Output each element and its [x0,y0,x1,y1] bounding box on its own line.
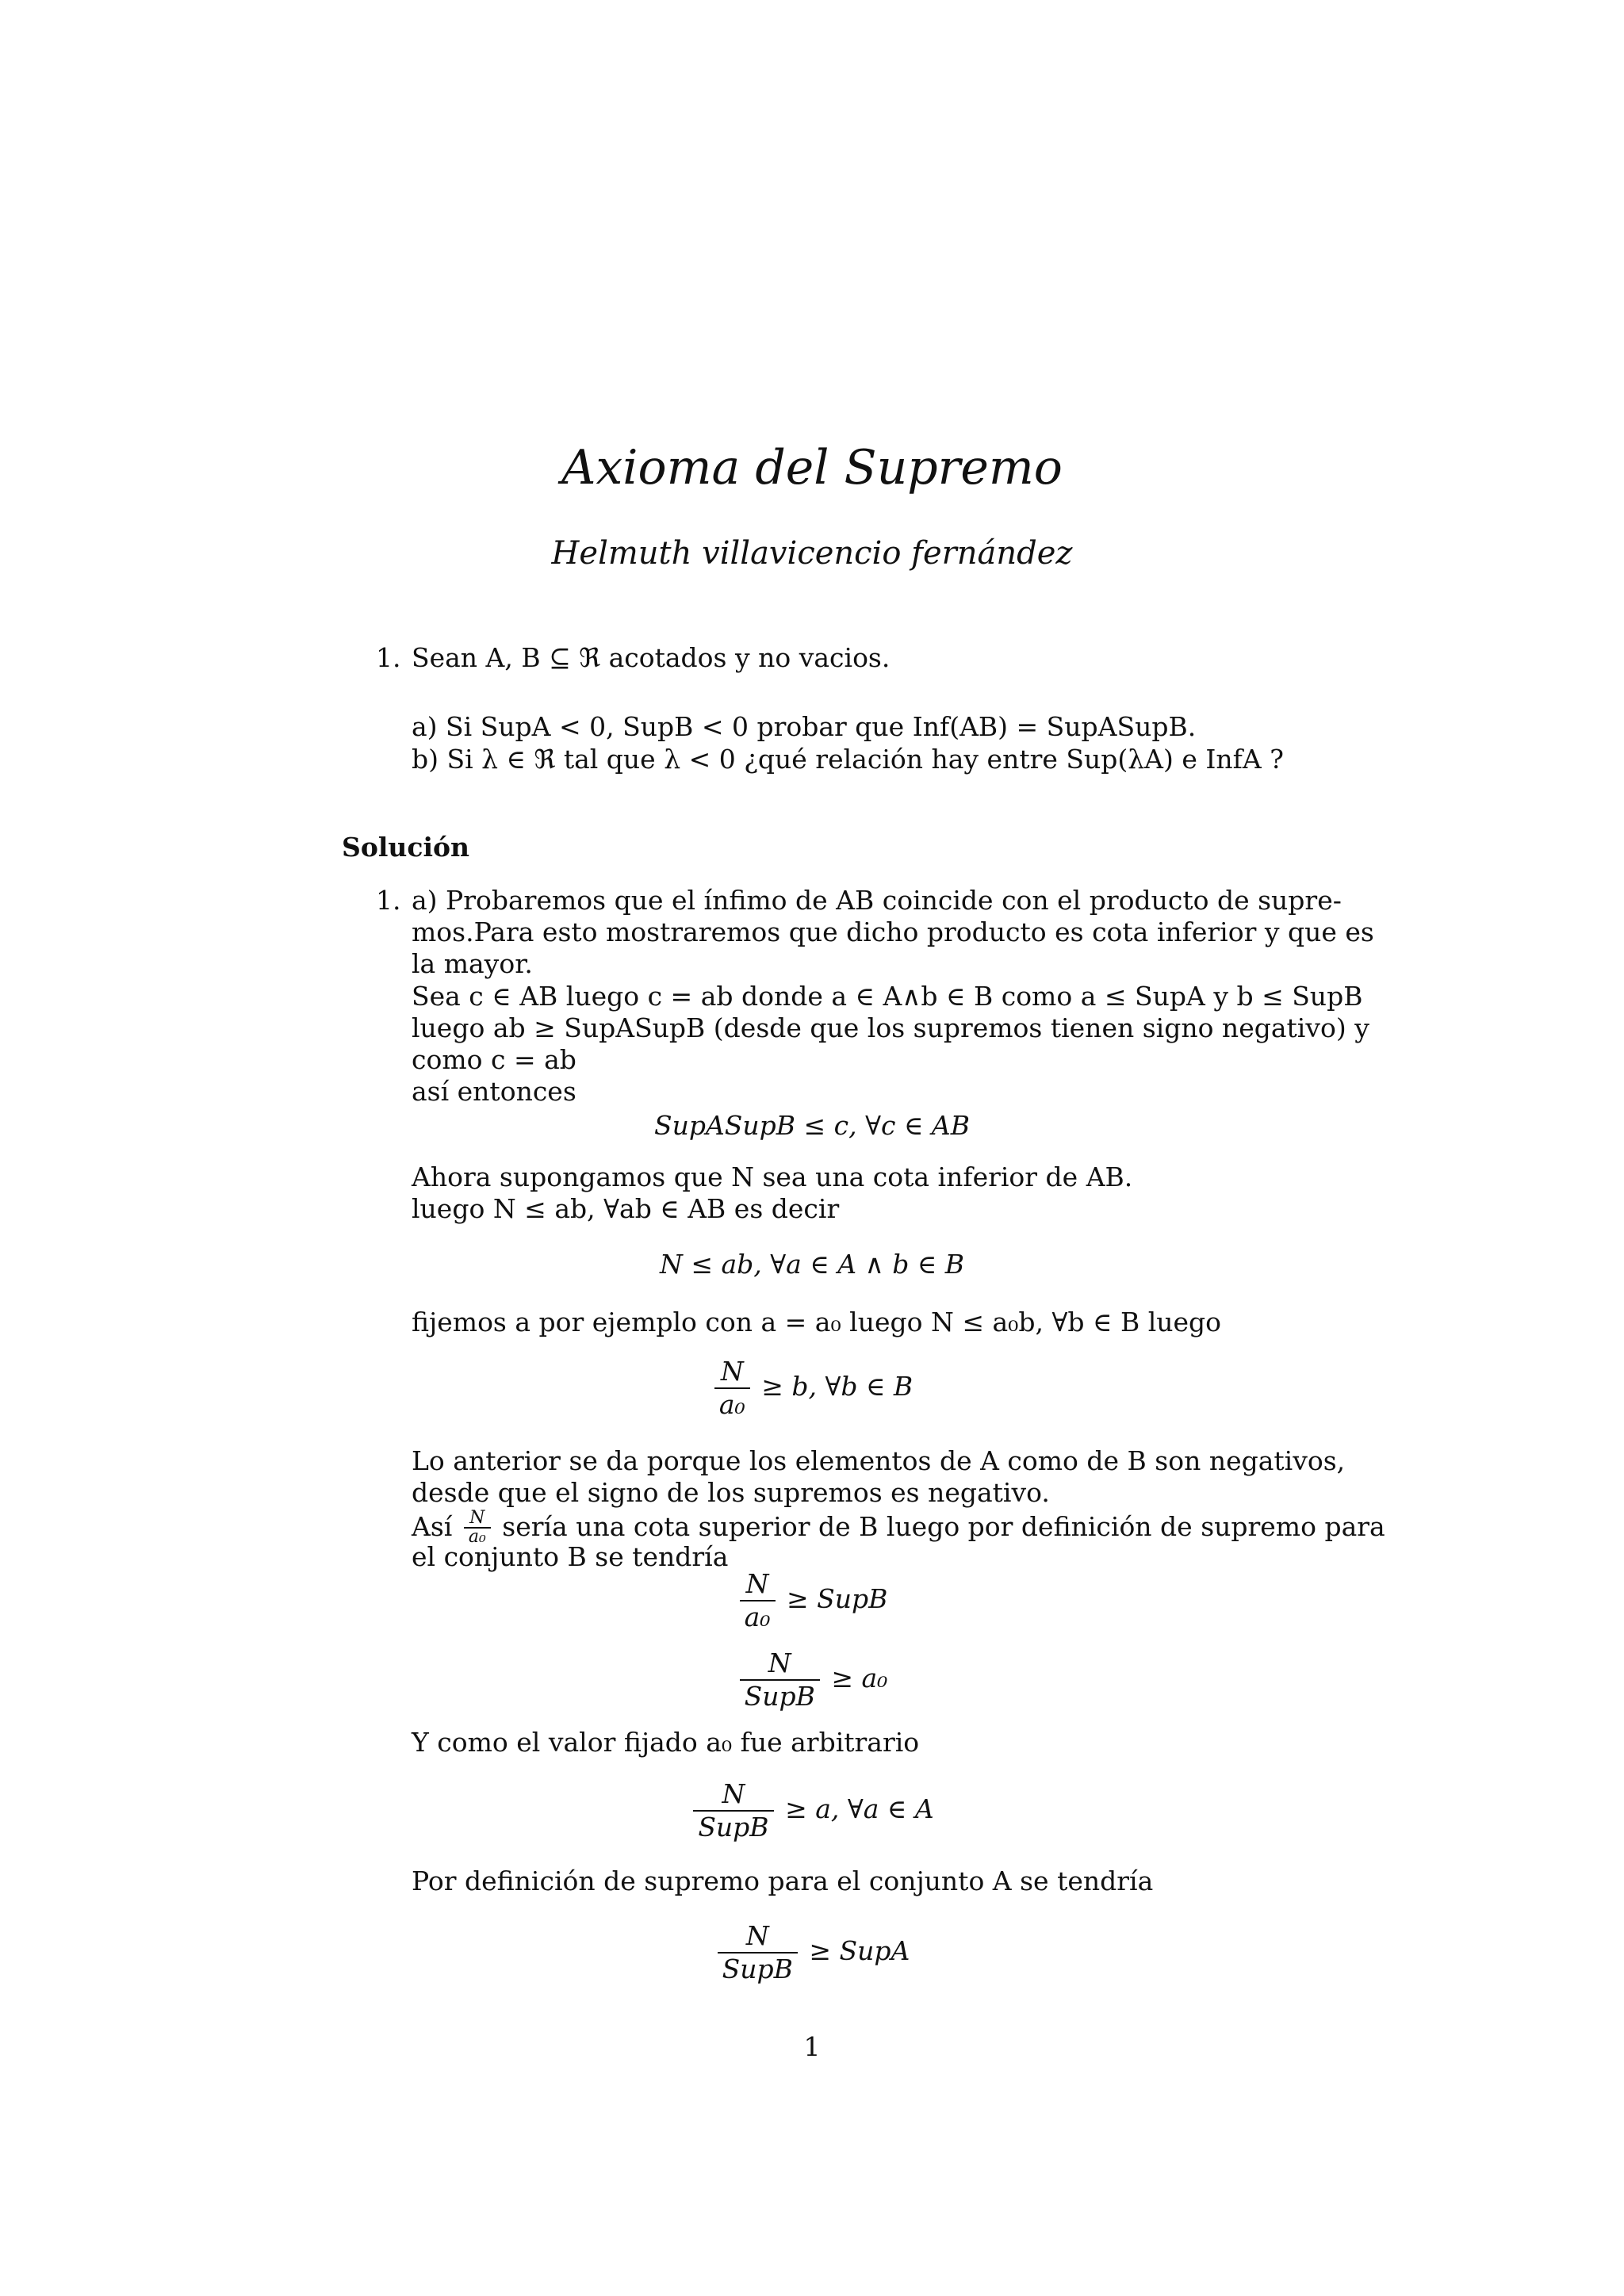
fraction-denominator: a₀ [464,1527,491,1546]
fraction-denominator: SupB [718,1952,798,1985]
fraction-numerator: N [768,1647,791,1678]
solution-line: Ahora supongamos que N sea una cota inferior de AB. [412,1161,1133,1192]
document-author: Helmuth villavicencio fernández [551,535,1073,572]
fraction [718,1920,798,1985]
equation-rest: ≥ a₀ [831,1663,888,1693]
equation-1: SupASupB ≤ c, ∀c ∈ AB [653,1110,971,1141]
equation-rest: ≥ SupA [809,1935,910,1966]
problem-part-a: a) Si SupA < 0, SupB < 0 probar que Inf(AB) = SupASupB. [412,711,1197,742]
solution-line: la mayor. [412,948,533,979]
fraction-numerator: N [722,1778,745,1809]
equation-3 [0,1356,1624,1421]
solution-line: como c = ab [412,1044,576,1075]
fraction-denominator: a₀ [740,1600,776,1633]
document-title: Axioma del Supremo [561,440,1063,496]
fraction-numerator: N [720,1356,744,1387]
solution-line: a) Probaremos que el ínfimo de AB coincide con el producto de supre- [412,885,1342,916]
solution-line: mos.Para esto mostraremos que dicho producto es cota inferior y que es [412,916,1374,947]
solution-line: fijemos a por ejemplo con a = a₀ luego N ≤ a₀b, ∀b ∈ B luego [412,1307,1222,1337]
problem-number: 1. [376,642,401,673]
solution-line: Por definición de supremo para el conjunto A se tendría [412,1866,1154,1896]
equation-rest: ≥ a, ∀a ∈ A [785,1793,934,1824]
equation-4 [0,1568,1624,1633]
equation-7 [0,1920,1624,1985]
solution-line: luego N ≤ ab, ∀ab ∈ AB es decir [412,1193,840,1224]
fraction-numerator: N [745,1568,769,1599]
fraction-denominator: SupB [740,1679,820,1712]
equation-2: N ≤ ab, ∀a ∈ A ∧ b ∈ B [659,1249,965,1280]
fraction [740,1568,776,1633]
solution-line: así entonces [412,1076,576,1107]
fraction [714,1356,750,1421]
fraction [740,1647,820,1712]
fraction-denominator: a₀ [714,1387,750,1421]
text-fragment: sería una cota superior de B luego por definición de supremo para [502,1511,1385,1542]
problem-statement: Sean A, B ⊆ ℜ acotados y no vacios. [412,642,891,673]
fraction [693,1778,773,1843]
solution-number: 1. [376,885,401,916]
text-fragment: Así [412,1511,453,1542]
fraction-denominator: SupB [693,1810,773,1843]
solution-line: luego ab ≥ SupASupB (desde que los supremos tienen signo negativo) y [412,1012,1369,1043]
equation-rest: ≥ SupB [787,1583,888,1614]
solution-heading: Solución [342,832,470,863]
page-number: 1 [803,2031,821,2062]
equation-6 [0,1778,1624,1843]
solution-line: Lo anterior se da porque los elementos de A como de B son negativos, [412,1445,1346,1476]
equation-rest: ≥ b, ∀b ∈ B [761,1371,914,1402]
equation-5 [0,1647,1624,1712]
fraction-numerator: N [745,1920,769,1951]
problem-part-b: b) Si λ ∈ ℜ tal que λ < 0 ¿qué relación hay entre Sup(λA) e InfA ? [412,744,1284,775]
fraction-numerator: N [469,1508,485,1528]
solution-line: Y como el valor fijado a₀ fue arbitrario [412,1727,920,1758]
solution-line: desde que el signo de los supremos es negativo. [412,1477,1050,1508]
solution-line: el conjunto B se tendría [412,1541,729,1572]
solution-line: Sea c ∈ AB luego c = ab donde a ∈ A∧b ∈ B como a ≤ SupA y b ≤ SupB [412,981,1363,1012]
